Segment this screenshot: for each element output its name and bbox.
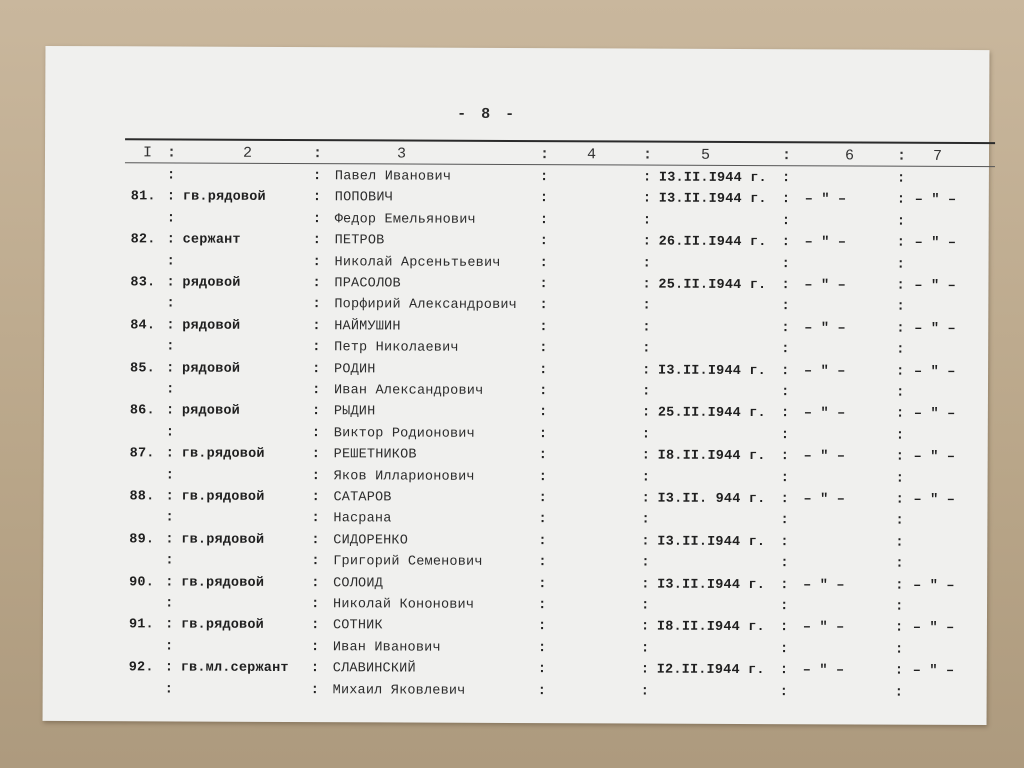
header-separator: : bbox=[642, 146, 653, 164]
rank-cell: гв.мл.сержант bbox=[180, 660, 289, 677]
column-separator: : bbox=[779, 619, 789, 636]
date-cell: I3.II.I944 г. bbox=[658, 170, 767, 187]
column-separator: : bbox=[895, 427, 905, 444]
date-cell: 26.II.I944 г. bbox=[658, 234, 767, 251]
row-number: 86. bbox=[129, 403, 155, 419]
column-separator: : bbox=[780, 448, 790, 465]
name-cell: РЫДИН bbox=[333, 404, 376, 420]
column-separator: : bbox=[310, 638, 320, 655]
column-separator: : bbox=[641, 554, 650, 571]
column-separator: : bbox=[896, 213, 906, 230]
column-separator: : bbox=[781, 298, 790, 315]
name-cell: Федор Емельянович bbox=[334, 212, 476, 228]
column-separator: : bbox=[781, 170, 791, 187]
column-separator: : bbox=[896, 299, 905, 316]
name-cell: Иван Александрович bbox=[333, 383, 484, 399]
rank-cell: гв.рядовой bbox=[182, 189, 266, 206]
column-separator: : bbox=[166, 338, 175, 355]
column-separator: : bbox=[166, 274, 175, 291]
rank-cell: рядовой bbox=[182, 361, 241, 377]
name-cell: СОТНИК bbox=[332, 618, 383, 634]
column-separator: : bbox=[779, 662, 789, 679]
date-cell: 25.II.I944 г. bbox=[658, 277, 767, 294]
column-separator: : bbox=[641, 511, 650, 528]
column-separator: : bbox=[894, 684, 904, 701]
register-table bbox=[45, 46, 989, 701]
column-separator: : bbox=[538, 597, 547, 614]
column-6-cell: – " – bbox=[802, 663, 845, 679]
column-separator: : bbox=[895, 470, 905, 487]
column-separator: : bbox=[312, 168, 322, 185]
column-separator: : bbox=[642, 255, 651, 272]
column-separator: : bbox=[641, 469, 651, 486]
rank-cell: рядовой bbox=[181, 403, 241, 420]
row-number: 90. bbox=[129, 574, 155, 591]
row-number: 83. bbox=[130, 275, 156, 291]
column-separator: : bbox=[165, 552, 174, 569]
column-separator: : bbox=[164, 616, 174, 633]
column-separator: : bbox=[539, 361, 548, 378]
column-6-cell: – " – bbox=[804, 278, 846, 294]
name-cell: СЛАВИНСКИЙ bbox=[332, 661, 416, 677]
column-7-cell: – " – bbox=[912, 663, 955, 680]
column-separator: : bbox=[895, 577, 904, 594]
column-separator: : bbox=[780, 512, 789, 529]
column-separator: : bbox=[166, 231, 176, 248]
name-cell: НАЙМУШИН bbox=[334, 319, 401, 335]
column-separator: : bbox=[779, 683, 789, 700]
column-separator: : bbox=[312, 339, 321, 356]
column-separator: : bbox=[312, 317, 321, 334]
column-separator: : bbox=[539, 233, 549, 250]
column-7-cell: – " – bbox=[913, 407, 956, 423]
column-separator: : bbox=[895, 384, 905, 401]
name-cell: Михаил Яковлевич bbox=[332, 682, 466, 699]
column-header-4: 4 bbox=[586, 146, 597, 164]
column-separator: : bbox=[539, 254, 548, 271]
column-separator: : bbox=[642, 212, 652, 229]
header-separator: : bbox=[312, 145, 323, 163]
column-separator: : bbox=[537, 661, 547, 678]
rank-cell: гв.рядовой bbox=[181, 575, 265, 591]
date-cell: I3.II.I944 г. bbox=[658, 192, 767, 208]
column-separator: : bbox=[537, 618, 547, 635]
column-separator: : bbox=[896, 341, 905, 358]
column-separator: : bbox=[165, 445, 175, 462]
column-separator: : bbox=[781, 362, 790, 379]
column-separator: : bbox=[166, 317, 175, 334]
column-separator: : bbox=[642, 276, 651, 293]
column-7-cell: – " – bbox=[913, 449, 956, 466]
column-6-cell: – " – bbox=[804, 192, 847, 208]
date-cell: I8.II.I944 г. bbox=[656, 620, 765, 636]
column-separator: : bbox=[642, 362, 651, 379]
column-separator: : bbox=[895, 513, 904, 530]
column-separator: : bbox=[165, 531, 174, 548]
column-separator: : bbox=[896, 192, 906, 209]
column-separator: : bbox=[165, 509, 174, 526]
column-separator: : bbox=[641, 533, 650, 550]
column-separator: : bbox=[311, 553, 320, 570]
name-cell: СИДОРЕНКО bbox=[333, 533, 409, 549]
column-separator: : bbox=[537, 682, 547, 699]
column-separator: : bbox=[895, 534, 904, 551]
column-header-7: 7 bbox=[932, 147, 943, 165]
column-separator: : bbox=[311, 467, 321, 484]
column-separator: : bbox=[780, 598, 789, 615]
column-separator: : bbox=[641, 490, 650, 507]
column-header-6: 6 bbox=[844, 147, 855, 165]
column-separator: : bbox=[539, 276, 548, 293]
name-cell: Николай Арсеньтьевич bbox=[334, 254, 501, 271]
column-separator: : bbox=[895, 555, 904, 572]
column-7-cell: – " – bbox=[914, 235, 957, 252]
column-separator: : bbox=[640, 640, 650, 657]
column-header-3: 3 bbox=[396, 145, 407, 163]
column-separator: : bbox=[165, 574, 174, 591]
page-number: - 8 - bbox=[457, 105, 518, 124]
column-6-cell: – " – bbox=[803, 492, 846, 508]
column-separator: : bbox=[780, 491, 789, 508]
row-number: 91. bbox=[128, 617, 154, 633]
column-separator: : bbox=[781, 234, 791, 251]
column-separator: : bbox=[895, 406, 905, 423]
column-7-cell: – " – bbox=[913, 578, 955, 594]
column-separator: : bbox=[641, 447, 651, 464]
name-cell: Насрана bbox=[333, 511, 392, 527]
date-cell: 25.II.I944 г. bbox=[657, 406, 766, 422]
column-separator: : bbox=[539, 318, 548, 335]
name-cell: РЕШЕТНИКОВ bbox=[333, 447, 417, 463]
date-cell: I3.II.I944 г. bbox=[658, 363, 767, 379]
column-separator: : bbox=[895, 448, 905, 465]
date-cell: I8.II.I944 г. bbox=[657, 448, 766, 465]
column-separator: : bbox=[312, 189, 322, 206]
column-separator: : bbox=[165, 488, 174, 505]
column-separator: : bbox=[781, 277, 790, 294]
column-separator: : bbox=[310, 617, 320, 634]
column-separator: : bbox=[166, 360, 175, 377]
name-cell: ПРАСОЛОВ bbox=[334, 276, 401, 292]
column-separator: : bbox=[165, 595, 174, 612]
row-number: 89. bbox=[129, 532, 155, 548]
date-cell: I3.II.I944 г. bbox=[657, 577, 766, 593]
column-separator: : bbox=[780, 405, 790, 422]
column-separator: : bbox=[895, 598, 904, 615]
column-separator: : bbox=[164, 681, 174, 698]
column-header-5: 5 bbox=[700, 146, 711, 164]
column-separator: : bbox=[640, 683, 650, 700]
column-separator: : bbox=[896, 363, 905, 380]
column-separator: : bbox=[780, 576, 789, 593]
column-separator: : bbox=[312, 275, 321, 292]
column-header-2: 2 bbox=[242, 144, 253, 162]
column-separator: : bbox=[894, 662, 904, 679]
column-separator: : bbox=[642, 340, 651, 357]
column-separator: : bbox=[641, 597, 650, 614]
column-7-cell: – " – bbox=[914, 278, 956, 294]
column-separator: : bbox=[538, 575, 547, 592]
column-6-cell: – " – bbox=[804, 235, 847, 251]
column-separator: : bbox=[779, 640, 789, 657]
column-7-cell: – " – bbox=[914, 321, 956, 337]
column-separator: : bbox=[640, 661, 650, 678]
rank-cell: сержант bbox=[182, 232, 241, 248]
column-separator: : bbox=[166, 210, 176, 227]
column-separator: : bbox=[312, 232, 322, 249]
row-number: 84. bbox=[130, 318, 156, 334]
column-separator: : bbox=[311, 403, 321, 420]
column-separator: : bbox=[164, 638, 174, 655]
column-separator: : bbox=[896, 277, 905, 294]
column-separator: : bbox=[538, 425, 548, 442]
column-7-cell: – " – bbox=[912, 621, 955, 637]
column-separator: : bbox=[166, 253, 175, 270]
header-bottom-rule bbox=[125, 162, 995, 167]
column-separator: : bbox=[781, 255, 790, 272]
name-cell: Виктор Родионович bbox=[333, 426, 475, 442]
name-cell: Иван Иванович bbox=[332, 640, 441, 656]
column-separator: : bbox=[310, 660, 320, 677]
header-top-rule bbox=[125, 138, 995, 144]
name-cell: Николай Кононович bbox=[333, 597, 475, 613]
column-separator: : bbox=[895, 491, 904, 508]
column-separator: : bbox=[641, 426, 651, 443]
column-separator: : bbox=[640, 618, 650, 635]
column-separator: : bbox=[894, 641, 904, 658]
column-separator: : bbox=[164, 659, 174, 676]
column-7-cell: – " – bbox=[913, 492, 956, 508]
date-cell: I2.II.I944 г. bbox=[656, 662, 765, 679]
column-separator: : bbox=[642, 319, 651, 336]
date-cell: I3.II. 944 г. bbox=[657, 491, 766, 508]
name-cell: САТАРОВ bbox=[333, 490, 392, 506]
column-separator: : bbox=[780, 426, 790, 443]
column-separator: : bbox=[539, 190, 549, 207]
column-separator: : bbox=[781, 341, 790, 358]
column-separator: : bbox=[166, 167, 176, 184]
name-cell: РОДИН bbox=[334, 361, 376, 377]
column-separator: : bbox=[165, 467, 175, 484]
document-sheet bbox=[43, 46, 990, 725]
column-separator: : bbox=[311, 424, 321, 441]
name-cell: Порфирий Александрович bbox=[334, 297, 518, 314]
column-separator: : bbox=[780, 555, 789, 572]
column-separator: : bbox=[539, 169, 549, 186]
column-separator: : bbox=[538, 404, 548, 421]
column-separator: : bbox=[780, 533, 789, 550]
column-separator: : bbox=[311, 382, 321, 399]
name-cell: Яков Илларионович bbox=[333, 468, 475, 485]
row-number: 92. bbox=[128, 660, 154, 676]
rank-cell: гв.рядовой bbox=[180, 617, 264, 634]
column-7-cell: – " – bbox=[914, 193, 957, 209]
column-separator: : bbox=[165, 381, 175, 398]
name-cell: Григорий Семенович bbox=[333, 554, 483, 571]
column-separator: : bbox=[539, 211, 549, 228]
column-separator: : bbox=[311, 446, 321, 463]
column-separator: : bbox=[537, 639, 547, 656]
name-cell: ПЕТРОВ bbox=[334, 233, 385, 249]
column-separator: : bbox=[312, 360, 321, 377]
name-cell: СОЛОИД bbox=[333, 575, 383, 592]
header-separator: : bbox=[166, 144, 177, 162]
column-separator: : bbox=[166, 188, 176, 205]
column-separator: : bbox=[896, 170, 906, 187]
rank-cell: гв.рядовой bbox=[181, 489, 265, 505]
column-separator: : bbox=[312, 253, 321, 270]
column-separator: : bbox=[539, 297, 548, 314]
rank-cell: гв.рядовой bbox=[181, 532, 265, 548]
column-separator: : bbox=[781, 191, 791, 208]
column-separator: : bbox=[538, 554, 547, 571]
column-separator: : bbox=[781, 212, 791, 229]
column-separator: : bbox=[538, 511, 547, 528]
column-separator: : bbox=[311, 489, 320, 506]
row-number: 81. bbox=[130, 189, 156, 205]
column-separator: : bbox=[166, 295, 175, 312]
column-separator: : bbox=[538, 447, 548, 464]
column-separator: : bbox=[896, 320, 905, 337]
column-separator: : bbox=[642, 233, 652, 250]
row-number: 85. bbox=[130, 360, 156, 377]
header-separator: : bbox=[539, 146, 550, 164]
row-number: 82. bbox=[130, 232, 156, 248]
column-separator: : bbox=[641, 404, 651, 421]
column-6-cell: – " – bbox=[802, 620, 845, 636]
column-separator: : bbox=[642, 297, 651, 314]
column-7-cell: – " – bbox=[914, 364, 956, 380]
column-6-cell: – " – bbox=[803, 449, 846, 465]
column-separator: : bbox=[538, 532, 547, 549]
column-separator: : bbox=[165, 402, 175, 419]
rank-cell: рядовой bbox=[182, 318, 241, 334]
column-separator: : bbox=[641, 383, 651, 400]
column-separator: : bbox=[781, 319, 790, 336]
column-6-cell: – " – bbox=[803, 406, 846, 422]
column-separator: : bbox=[894, 620, 904, 637]
column-separator: : bbox=[539, 340, 548, 357]
column-6-cell: – " – bbox=[803, 577, 845, 594]
column-separator: : bbox=[312, 210, 322, 227]
column-6-cell: – " – bbox=[804, 321, 846, 337]
header-separator: : bbox=[896, 147, 907, 165]
column-6-cell: – " – bbox=[804, 363, 846, 380]
column-separator: : bbox=[538, 468, 548, 485]
column-separator: : bbox=[780, 384, 790, 401]
date-cell: I3.II.I944 г. bbox=[657, 534, 766, 550]
column-separator: : bbox=[311, 531, 320, 548]
column-separator: : bbox=[311, 510, 320, 527]
column-separator: : bbox=[642, 190, 652, 207]
row-number: 87. bbox=[129, 446, 155, 462]
column-header-1: I bbox=[142, 144, 153, 162]
column-separator: : bbox=[538, 490, 547, 507]
column-separator: : bbox=[780, 469, 790, 486]
column-separator: : bbox=[312, 296, 321, 313]
column-separator: : bbox=[896, 234, 906, 251]
column-separator: : bbox=[641, 576, 650, 593]
column-separator: : bbox=[165, 424, 175, 441]
column-separator: : bbox=[311, 596, 320, 613]
name-cell: Павел Иванович bbox=[334, 169, 452, 185]
rank-cell: рядовой bbox=[182, 275, 241, 291]
column-separator: : bbox=[311, 574, 320, 591]
row-number: 88. bbox=[129, 489, 155, 505]
rank-cell: гв.рядовой bbox=[181, 446, 265, 463]
name-cell: Петр Николаевич bbox=[334, 340, 459, 356]
column-separator: : bbox=[538, 383, 548, 400]
name-cell: ПОПОВИЧ bbox=[334, 190, 393, 206]
column-separator: : bbox=[642, 169, 652, 186]
column-separator: : bbox=[896, 256, 905, 273]
column-separator: : bbox=[310, 681, 320, 698]
header-separator: : bbox=[781, 147, 792, 165]
